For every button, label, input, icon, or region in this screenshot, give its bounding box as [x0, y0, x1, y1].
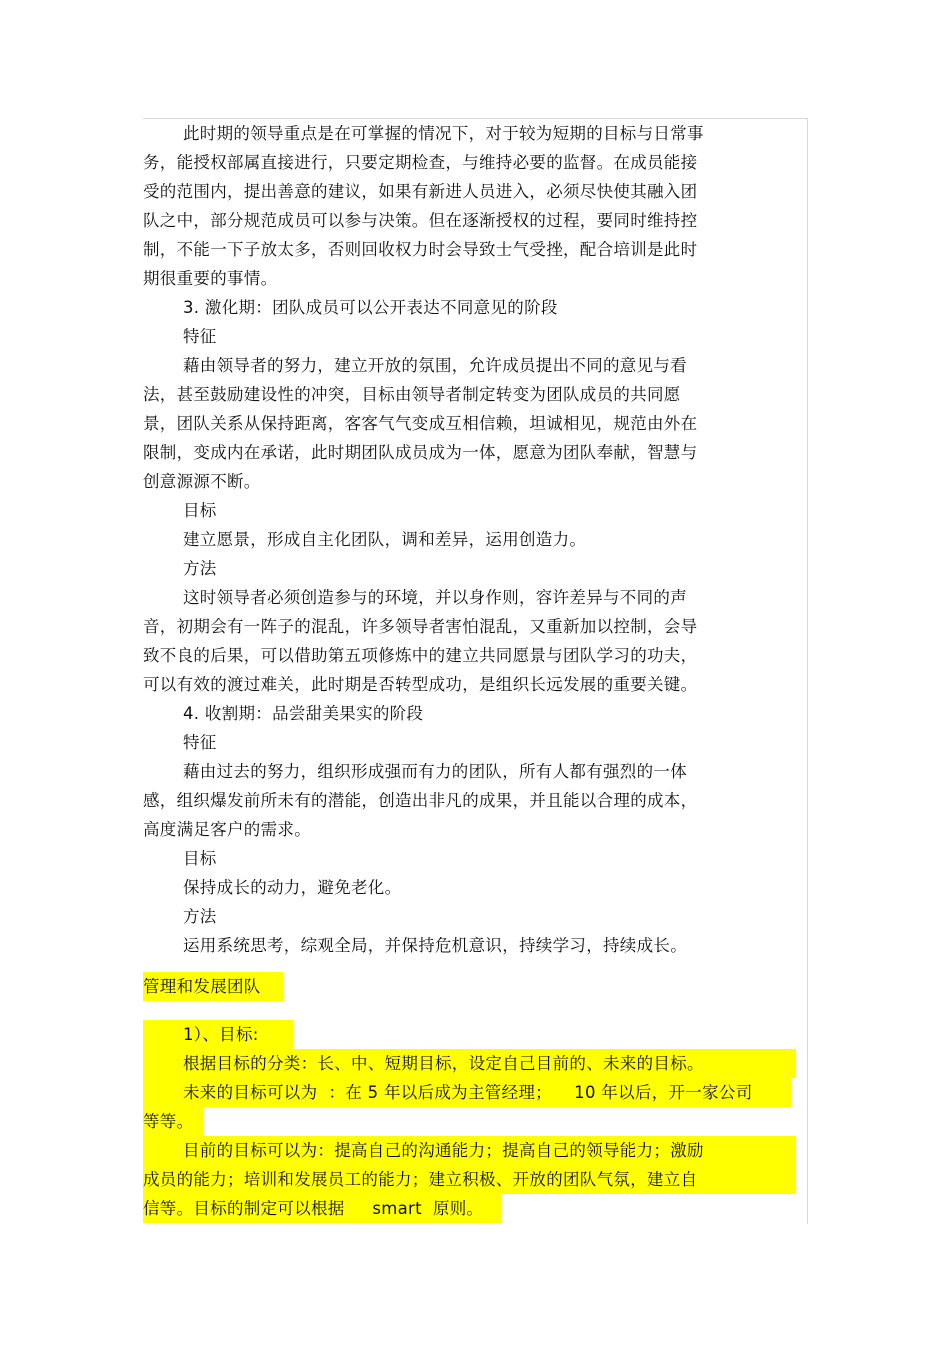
stage4-goal-text: 保持成长的动力，避免老化。	[183, 878, 402, 897]
stage3-feature-line: 创意源源不断。	[143, 472, 261, 491]
stage4-method-label: 方法	[183, 907, 217, 926]
stage4-title: 4. 收割期：品尝甜美果实的阶段	[183, 704, 424, 723]
section-heading: 管理和发展团队	[143, 977, 261, 996]
stage3-method-line: 致不良的后果，可以借助第五项修炼中的建立共同愿景与团队学习的功夫，	[143, 646, 698, 665]
goal-item-line: 未来的目标可以为 ：在 5 年以后成为主管经理； 10 年以后，开一家公司	[183, 1083, 753, 1102]
stage3-feature-label: 特征	[183, 327, 217, 346]
stage4-feature-line: 藉由过去的努力，组织形成强而有力的团队，所有人都有强烈的一体	[183, 762, 687, 781]
stage4-feature-line: 高度满足客户的需求。	[143, 820, 311, 839]
stage4-feature-label: 特征	[183, 733, 217, 752]
paragraph-line: 队之中，部分规范成员可以参与决策。但在逐渐授权的过程，要同时维持控	[143, 211, 698, 230]
stage4-method-text: 运用系统思考，综观全局，并保持危机意识，持续学习，持续成长。	[183, 936, 687, 955]
paragraph-line: 期很重要的事情。	[143, 269, 278, 288]
stage3-method-line: 音，初期会有一阵子的混乱，许多领导者害怕混乱，又重新加以控制，会导	[143, 617, 698, 636]
paragraph-line: 务，能授权部属直接进行，只要定期检查，与维持必要的监督。在成员能接	[143, 153, 698, 172]
goal-item-label: 1）、目标:	[183, 1025, 259, 1044]
stage3-feature-line: 法，甚至鼓励建设性的冲突，目标由领导者制定转变为团队成员的共同愿	[143, 385, 681, 404]
stage4-feature-line: 感，组织爆发前所未有的潜能，创造出非凡的成果，并且能以合理的成本，	[143, 791, 698, 810]
stage3-goal-text: 建立愿景，形成自主化团队，调和差异，运用创造力。	[183, 530, 587, 549]
stage3-method-label: 方法	[183, 559, 217, 578]
goal-item-line: 信等。目标的制定可以根据 smart 原则。	[143, 1199, 484, 1218]
stage3-feature-line: 藉由领导者的努力，建立开放的氛围，允许成员提出不同的意见与看	[183, 356, 687, 375]
stage3-goal-label: 目标	[183, 501, 217, 520]
stage3-feature-line: 限制，变成内在承诺，此时期团队成员成为一体，愿意为团队奉献，智慧与	[143, 443, 698, 462]
page-frame	[143, 118, 808, 1224]
paragraph-line: 此时期的领导重点是在可掌握的情况下，对于较为短期的目标与日常事	[183, 124, 704, 143]
stage3-title: 3. 激化期：团队成员可以公开表达不同意见的阶段	[183, 298, 558, 317]
stage3-method-line: 这时领导者必须创造参与的环境，并以身作则，容许差异与不同的声	[183, 588, 687, 607]
stage4-goal-label: 目标	[183, 849, 217, 868]
paragraph-line: 制，不能一下子放太多，否则回收权力时会导致士气受挫，配合培训是此时	[143, 240, 698, 259]
paragraph-line: 受的范围内，提出善意的建议，如果有新进人员进入，必须尽快使其融入团	[143, 182, 698, 201]
goal-item-line: 根据目标的分类：长、中、短期目标，设定自己目前的、未来的目标。	[183, 1054, 704, 1073]
goal-item-line: 等等。	[143, 1112, 194, 1131]
stage3-method-line: 可以有效的渡过难关，此时期是否转型成功，是组织长远发展的重要关键。	[143, 675, 698, 694]
goal-item-line: 目前的目标可以为：提高自己的沟通能力；提高自己的领导能力；激励	[183, 1141, 704, 1160]
goal-item-line: 成员的能力；培训和发展员工的能力；建立积极、开放的团队气氛，建立自	[143, 1170, 698, 1189]
stage3-feature-line: 景，团队关系从保持距离，客客气气变成互相信赖，坦诚相见，规范由外在	[143, 414, 698, 433]
